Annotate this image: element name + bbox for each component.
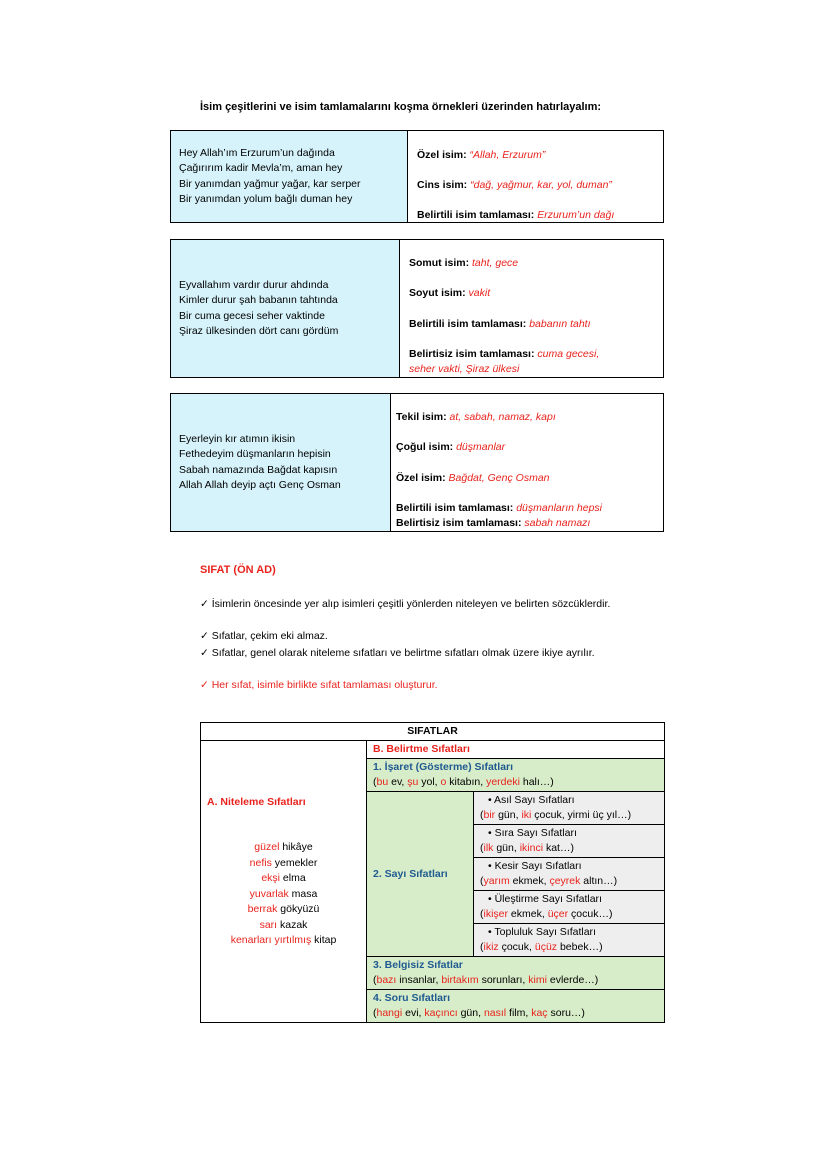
poem-line: Bir yanımdan yolum bağlı duman hey (179, 193, 353, 205)
koshma-box-2 (170, 239, 664, 378)
poem-line: Allah Allah deyip açtı Genç Osman (179, 479, 341, 491)
bullet-item-highlight: ✓ Her sıfat, isimle birlikte sıfat tamlaması oluşturur. (200, 679, 438, 691)
isaret-title: 1. İşaret (Gösterme) Sıfatları (373, 761, 514, 773)
analysis-line: seher vakti, Şiraz ülkesi (409, 363, 520, 375)
analysis-2 (400, 240, 663, 377)
analysis-3 (391, 394, 663, 531)
analysis-line: Soyut isim: vakit (409, 287, 491, 299)
sayi-item: • Topluluk Sayı Sıfatları (ikiz çocuk, üçüz bebek…) (474, 924, 665, 957)
table-header: SIFATLAR (201, 723, 665, 741)
bullet-item: ✓ Sıfatlar, çekim eki almaz. (200, 630, 328, 642)
analysis-1 (408, 131, 663, 222)
poem-line: Hey Allah’ım Erzurum’un dağında (179, 146, 335, 159)
analysis-line: Çoğul isim: düşmanlar (396, 441, 506, 453)
bullet-item: ✓ İsimlerin öncesinde yer alıp isimleri çeşitli yönlerden niteleyen ve belirten sözcüklerdir. (200, 598, 611, 610)
isaret-cell (367, 759, 665, 792)
poem-line: Kimler durur şah babanın tahtında (179, 294, 338, 306)
analysis-line: Belirtili isim tamlaması: düşmanların hepsi (396, 502, 603, 514)
niteleme-example: kenarları yırtılmış kitap (230, 934, 337, 946)
isaret-example: (bu ev, şu yol, o kitabın, yerdeki halı…) (373, 776, 554, 788)
section-title-sifat: SIFAT (ÖN AD) (200, 564, 276, 576)
niteleme-example: güzel hikâye (254, 841, 313, 853)
poem-line: Eyvallahım vardır durur ahdında (179, 278, 329, 291)
analysis-line: Cins isim: “dağ, yağmur, kar, yol, duman” (417, 179, 612, 191)
analysis-line: Belirtili isim tamlaması: Erzurum’un dağı (417, 209, 615, 221)
soru-cell: 4. Soru Sıfatları (hangi evi, kaçıncı gün, nasıl film, kaç soru…) (367, 990, 665, 1023)
niteleme-example: berrak gökyüzü (247, 903, 320, 915)
niteleme-title: A. Niteleme Sıfatları (207, 796, 306, 808)
sayi-item: • Kesir Sayı Sıfatları (yarım ekmek, çeyrek altın…) (474, 858, 665, 891)
poem-3 (171, 394, 391, 531)
sifatlar-table (200, 722, 665, 1023)
analysis-line: Özel isim: “Allah, Erzurum” (417, 149, 546, 161)
page-heading: İsim çeşitlerini ve isim tamlamalarını koşma örnekleri üzerinden hatırlayalım: (200, 101, 602, 113)
niteleme-examples (207, 840, 360, 949)
poem-line: Şiraz ülkesinden dört canı gördüm (179, 325, 339, 337)
koshma-box-1 (170, 130, 664, 223)
sayi-item: • Asıl Sayı Sıfatları (bir gün, iki çocuk, yirmi üç yıl…) (474, 792, 665, 825)
analysis-line: Somut isim: taht, gece (409, 257, 519, 269)
analysis-line: Belirtili isim tamlaması: babanın tahtı (409, 318, 591, 330)
sayi-item: • Sıra Sayı Sıfatları (ilk gün, ikinci kat…) (474, 825, 665, 858)
poem-line: Sabah namazında Bağdat kapısın (179, 463, 338, 476)
belgisiz-cell: 3. Belgisiz Sıfatlar (bazı insanlar, birtakım sorunları, kimi evlerde…) (367, 957, 665, 990)
bullet-item: ✓ Sıfatlar, genel olarak niteleme sıfatları ve belirtme sıfatları olmak üzere ikiye ayrılır. (200, 647, 595, 659)
poem-line: Eyerleyin kır atımın ikisin (179, 432, 296, 445)
sayi-cell: 2. Sayı Sıfatları (367, 792, 474, 957)
belirtme-title: B. Belirtme Sıfatları (367, 741, 665, 759)
analysis-line: Özel isim: Bağdat, Genç Osman (396, 472, 550, 484)
niteleme-example: nefis yemekler (249, 856, 318, 869)
koshma-box-3 (170, 393, 664, 532)
niteleme-example: yuvarlak masa (249, 887, 318, 900)
poem-2 (171, 240, 400, 377)
niteleme-example: sarı kazak (259, 918, 308, 931)
poem-line: Bir yanımdan yağmur yağar, kar serper (179, 177, 361, 190)
niteleme-cell (201, 741, 367, 1023)
analysis-line: Belirtisiz isim tamlaması: sabah namazı (396, 517, 591, 529)
poem-line: Fethedeyim düşmanların hepisin (179, 448, 331, 460)
poem-1 (171, 131, 408, 222)
sayi-item: • Üleştirme Sayı Sıfatları (ikişer ekmek, üçer çocuk…) (474, 891, 665, 924)
analysis-line: Belirtisiz isim tamlaması: cuma gecesi, (409, 348, 600, 360)
poem-line: Bir cuma gecesi seher vaktinde (179, 309, 325, 322)
niteleme-example: ekşi elma (261, 872, 306, 884)
poem-line: Çağırırım kadir Mevla’m, aman hey (179, 162, 343, 174)
analysis-line: Tekil isim: at, sabah, namaz, kapı (396, 411, 556, 423)
